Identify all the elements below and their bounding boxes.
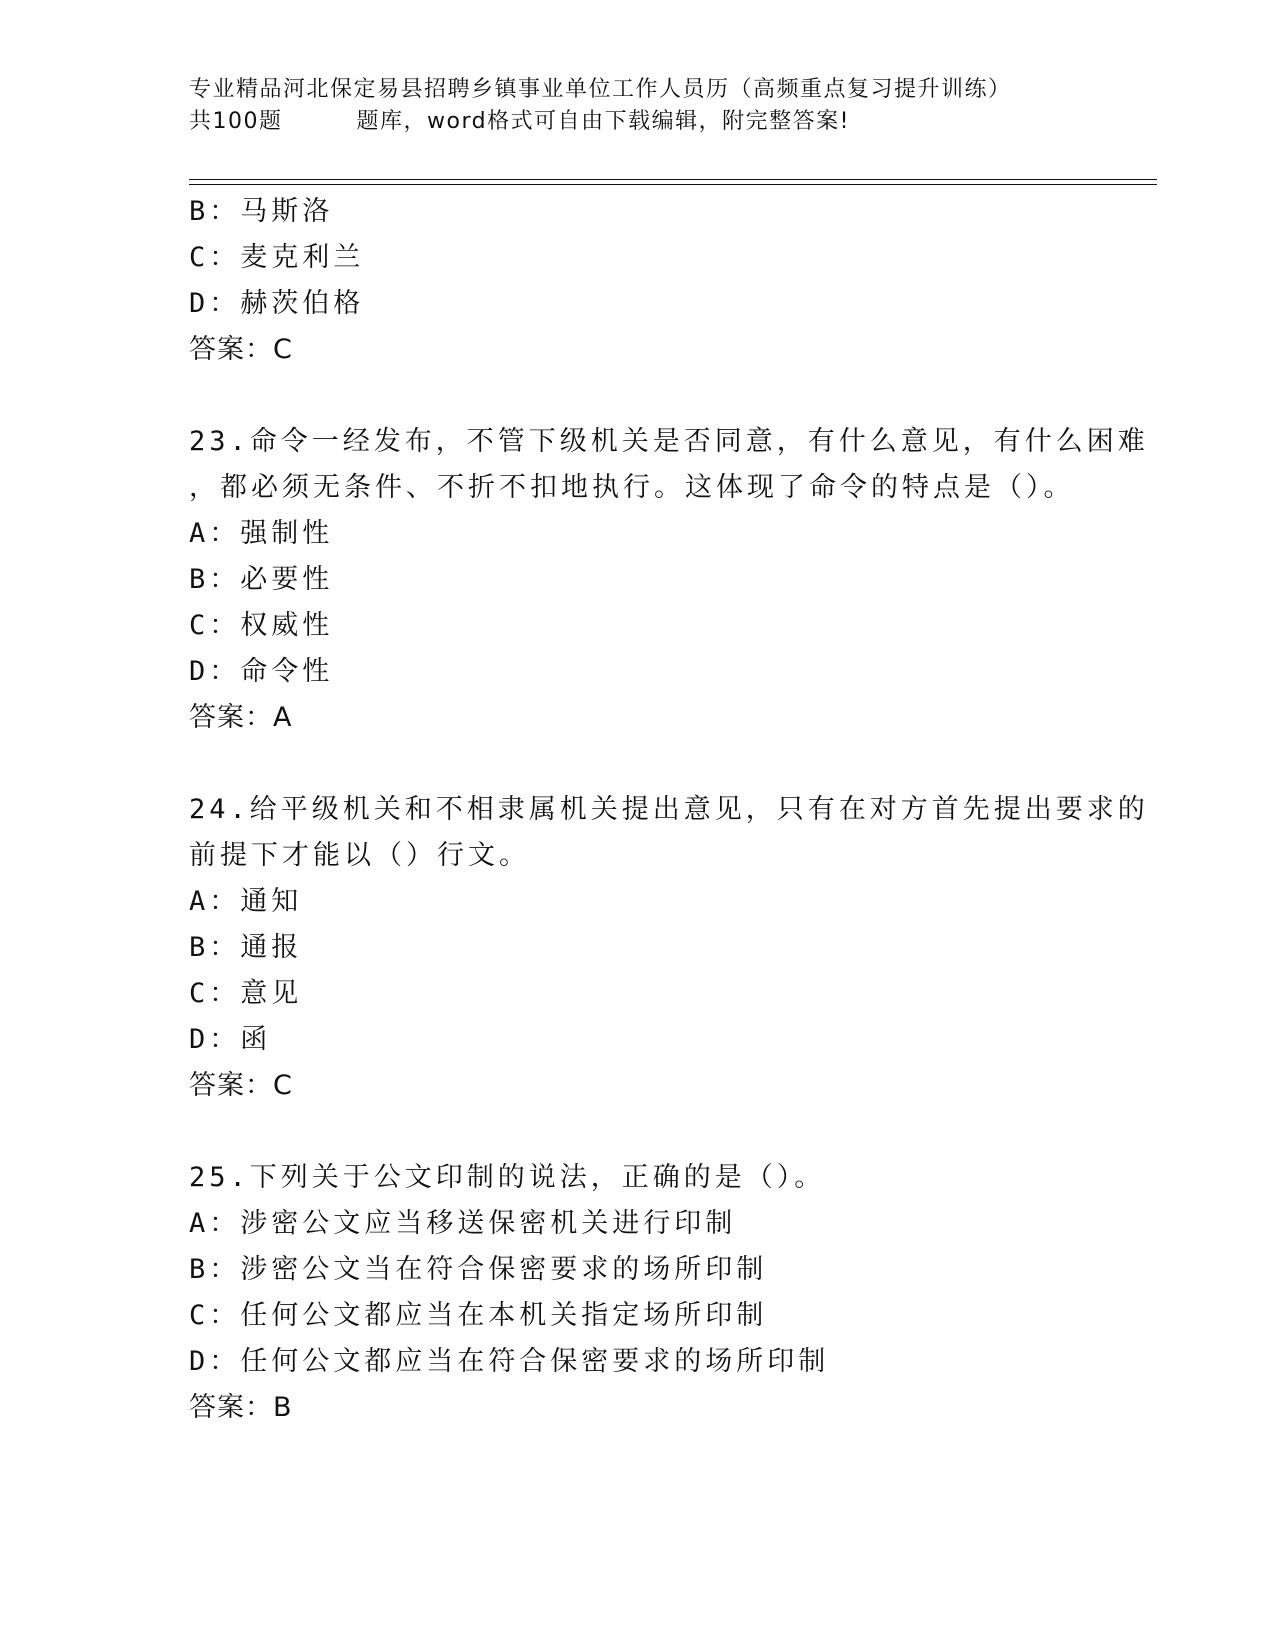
option-a: A：强制性	[189, 518, 334, 549]
question-24	[189, 787, 1149, 1109]
option-d: D：赫茨伯格	[189, 288, 365, 319]
question-list	[189, 189, 1149, 1431]
question-25	[189, 1155, 1089, 1431]
option-b: B：通报	[189, 932, 303, 963]
answer-line: 答案：C	[189, 1070, 293, 1101]
question-stem-line: 23.命令一经发布，不管下级机关是否同意，有什么意见，有什么困难	[189, 426, 1149, 457]
header-question-count: 共100题	[189, 109, 283, 134]
option-c: C：意见	[189, 978, 303, 1009]
question-22-continued	[189, 189, 1089, 373]
question-stem-line: 25.下列关于公文印制的说法，正确的是（）。	[189, 1162, 826, 1193]
option-c: C：麦克利兰	[189, 242, 365, 273]
option-b: B：涉密公文当在符合保密要求的场所印制	[189, 1254, 768, 1285]
question-stem-line: ，都必须无条件、不折不扣地执行。这体现了命令的特点是（）。	[189, 472, 1075, 503]
document-header	[189, 74, 1089, 138]
question-spacer	[189, 373, 1089, 419]
question-stem-line: 24.给平级机关和不相隶属机关提出意见，只有在对方首先提出要求的	[189, 794, 1149, 825]
question-23	[189, 419, 1149, 741]
header-divider-top	[189, 179, 1157, 180]
option-b: B：马斯洛	[189, 196, 334, 227]
header-subtitle	[189, 106, 1089, 138]
question-stem-line: 前提下才能以（）行文。	[189, 840, 530, 871]
question-spacer	[189, 741, 1089, 787]
option-d: D：命令性	[189, 656, 334, 687]
option-a: A：通知	[189, 886, 303, 917]
option-b: B：必要性	[189, 564, 334, 595]
header-title: 专业精品河北保定易县招聘乡镇事业单位工作人员历（高频重点复习提升训练）	[189, 77, 1012, 102]
option-d: D：任何公文都应当在符合保密要求的场所印制	[189, 1346, 830, 1377]
option-c: C：任何公文都应当在本机关指定场所印制	[189, 1300, 768, 1331]
answer-line: 答案：C	[189, 334, 293, 365]
header-divider-bottom	[189, 184, 1157, 185]
option-a: A：涉密公文应当移送保密机关进行印制	[189, 1208, 737, 1239]
header-description: 题库，word格式可自由下载编辑，附完整答案!	[356, 109, 850, 134]
answer-line: 答案：B	[189, 1392, 293, 1423]
question-spacer	[189, 1109, 1089, 1155]
option-d: D：函	[189, 1024, 272, 1055]
option-c: C：权威性	[189, 610, 334, 641]
answer-line: 答案：A	[189, 702, 293, 733]
